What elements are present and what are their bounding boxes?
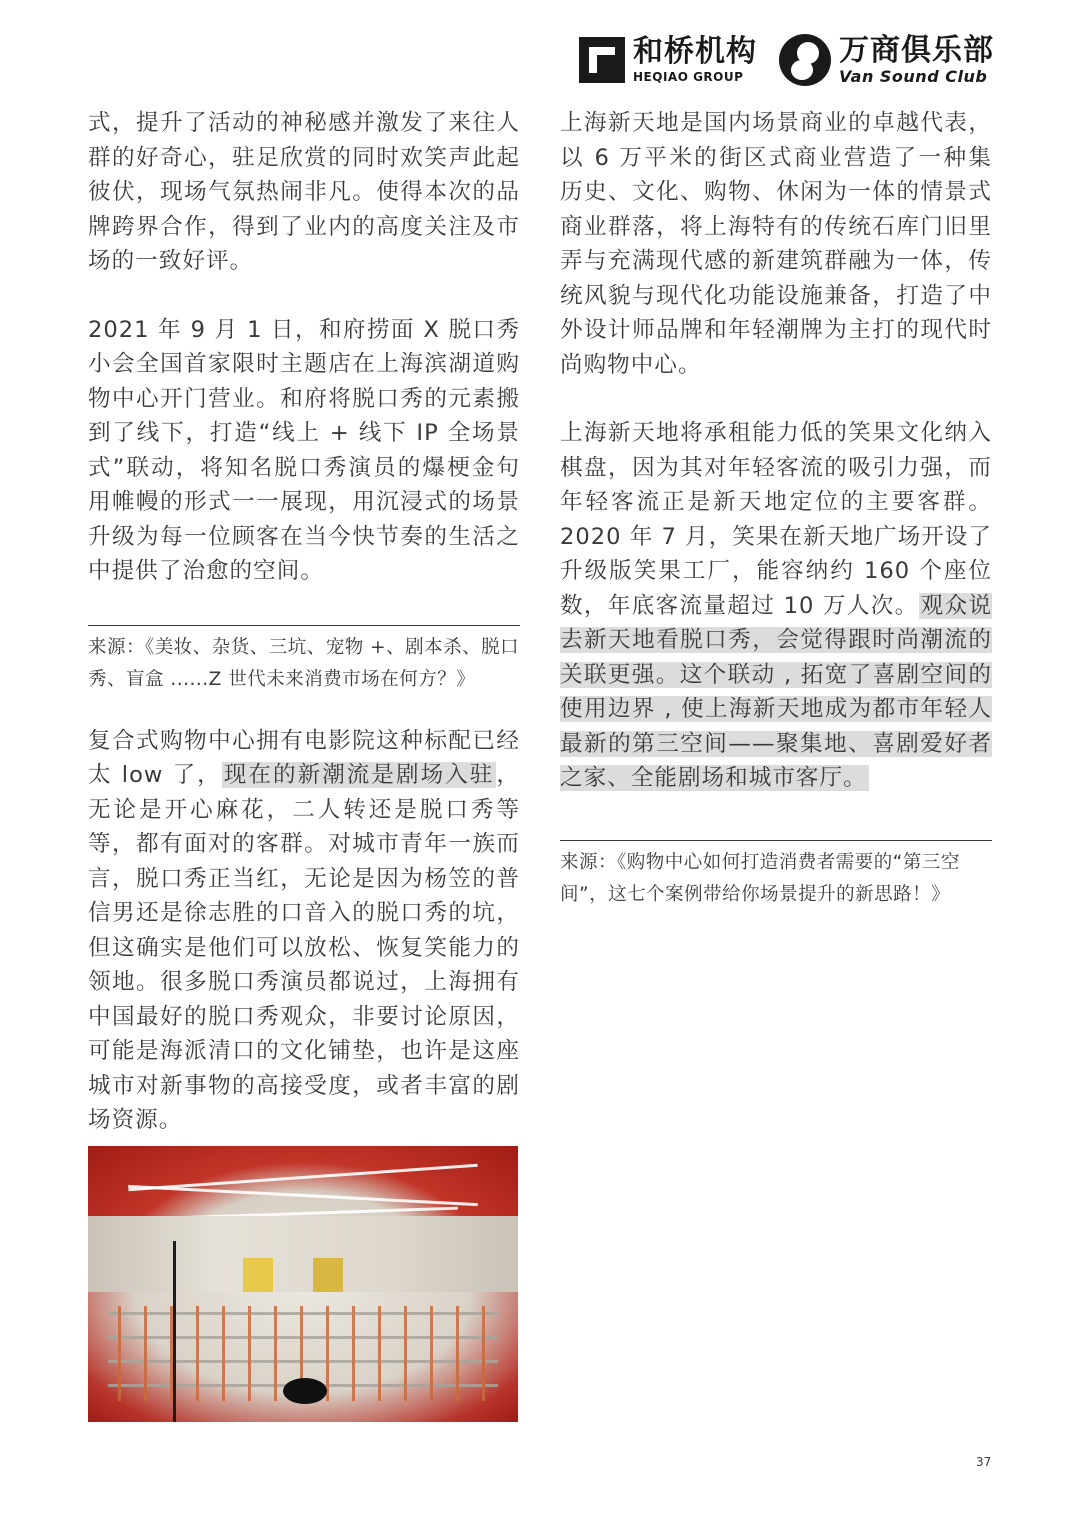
page-header: [579, 30, 994, 90]
page-number: 37: [976, 1455, 992, 1469]
heqiao-logo-en: HEQIAO GROUP: [633, 70, 744, 84]
vansound-logo-icon: [779, 34, 831, 86]
vansound-logo: [779, 34, 994, 86]
right-paragraph-1: 上海新天地是国内场景商业的卓越代表，以 6 万平米的街区式商业营造了一种集历史、文化、购物、休闲为一体的情景式商业群落，将上海特有的传统石库门旧里弄与充满现代感的新建筑群融为一体，传统风貌与现代化功能设施兼备，打造了中外设计师品牌和年轻潮牌为主打的现代时尚购物中心。: [560, 110, 992, 378]
right-source-note: 来源：《购物中心如何打造消费者需要的“第三空间”，这七个案例带给你场景提升的新思路！》: [560, 851, 960, 905]
source-divider: [560, 840, 992, 841]
source-divider: [88, 625, 520, 626]
left-source-note: 来源：《美妆、杂货、三坑、宠物 +、剧本杀、脱口秀、盲盒 ......Z 世代未来消费市场在何方？》: [88, 636, 520, 690]
left-column: [88, 106, 520, 1422]
heqiao-logo-cn: 和桥机构: [633, 34, 757, 69]
left-paragraph-1: 式，提升了活动的神秘感并激发了来往人群的好奇心，驻足欣赏的同时欢笑声此起彼伏，现场气氛热闹非凡。使得本次的品牌跨界合作，得到了业内的高度关注及市场的一致好评。: [88, 110, 520, 274]
theater-photo: [88, 1146, 518, 1422]
heqiao-logo-icon: [579, 37, 625, 83]
right-paragraph-2: 上海新天地将承租能力低的笑果文化纳入棋盘，因为其对年轻客流的吸引力强，而年轻客流正是新天地定位的主要客群。2020 年 7 月，笑果在新天地广场开设了升级版笑果工厂，能容纳约 160 个座位数，年底客流量超过 10 万人次。观众说去新天地看脱口秀，会觉得跟时尚潮流的关联更强。这个联动 , 拓宽了喜剧空间的使用边界 , 使上海新天地成为都市年轻人最新的第三空间——聚集地、喜剧爱好者之家、全能剧场和城市客厅。: [560, 420, 992, 791]
left-paragraph-2: 2021 年 9 月 1 日，和府捞面 X 脱口秀小会全国首家限时主题店在上海滨湖道购物中心开门营业。和府将脱口秀的元素搬到了线下，打造“线上 + 线下 IP 全场景式”联动，将知名脱口秀演员的爆梗金句用帷幔的形式一一展现，用沉浸式的场景升级为每一位顾客在当今快节奏的生活之中提供了治愈的空间。: [88, 316, 520, 584]
vansound-logo-cn: 万商俱乐部: [839, 32, 994, 68]
highlighted-text: 现在的新潮流是剧场入驻: [223, 762, 495, 788]
highlighted-text: 观众说去新天地看脱口秀，会觉得跟时尚潮流的关联更强。这个联动 , 拓宽了喜剧空间的使用边界 , 使上海新天地成为都市年轻人最新的第三空间——聚集地、喜剧爱好者之家、全能剧场和城市客厅。: [560, 592, 992, 791]
left-paragraph-3: 复合式购物中心拥有电影院这种标配已经太 low 了，现在的新潮流是剧场入驻，无论是开心麻花，二人转还是脱口秀等等，都有面对的客群。对城市青年一族而言，脱口秀正当红，无论是因为杨笠的普信男还是徐志胜的口音入的脱口秀的坑，但这确实是他们可以放松、恢复笑能力的领地。很多脱口秀演员都说过，上海拥有中国最好的脱口秀观众，非要讨论原因，可能是海派清口的文化铺垫，也许是这座城市对新事物的高接受度，或者丰富的剧场资源。: [88, 727, 521, 1133]
vansound-logo-en: Van Sound Club: [839, 66, 988, 86]
right-column: [560, 106, 992, 911]
heqiao-logo: [579, 34, 757, 84]
